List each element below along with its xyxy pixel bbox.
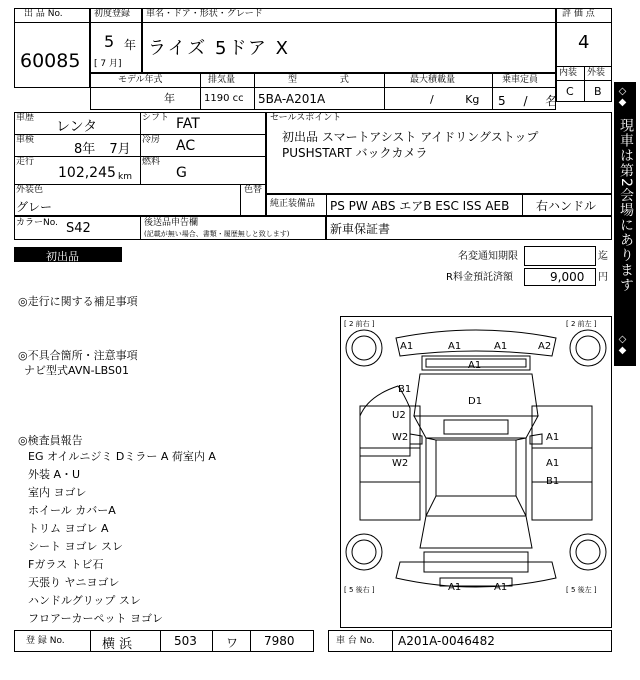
- first-reg-year: 5: [104, 32, 115, 51]
- damage-mark: A1: [494, 341, 508, 352]
- exterior-color: グレー: [16, 200, 53, 214]
- car-name: ライズ 5ドア X: [148, 38, 290, 59]
- interior-grade: C: [566, 85, 574, 98]
- damage-mark: U2: [392, 410, 406, 421]
- displacement: 1190 cc: [204, 93, 244, 104]
- lot-label: 出 品 No.: [24, 9, 63, 19]
- damage-mark: W2: [392, 432, 409, 443]
- sales-point-line1: 初出品 スマートアシスト アイドリングストップ: [282, 130, 539, 144]
- shift-type: FAT: [176, 116, 200, 132]
- vehicle-history: レンタ: [56, 119, 98, 135]
- color-number: S42: [66, 221, 91, 236]
- damage-mark: A2: [538, 341, 552, 352]
- inspector-line: フロアーカーペット ヨゴレ: [28, 612, 163, 625]
- reg-number: 503: [174, 634, 197, 648]
- inspector-line: トリム ヨゴレ A: [28, 522, 109, 535]
- inspector-line: シート ヨゴレ スレ: [28, 540, 123, 553]
- steering-side: 右ハンドル: [536, 199, 597, 213]
- chassis-number: A201A-0046482: [398, 634, 495, 648]
- inspector-line: Fガラス トビ石: [28, 558, 104, 571]
- inspection-date: 8年 7月: [74, 142, 131, 157]
- damage-mark: W2: [392, 458, 409, 469]
- damage-mark: A1: [546, 432, 560, 443]
- defects-line: ナビ型式AVN-LBS01: [24, 364, 130, 377]
- damage-mark: A1: [468, 360, 482, 371]
- exterior-grade: B: [594, 85, 602, 98]
- diagram-corner-rear-right: [ 5 後右 ]: [344, 586, 375, 594]
- inspector-title: ◎検査員報告: [18, 434, 83, 447]
- damage-mark: B1: [398, 384, 412, 395]
- sales-point-line2: PUSHSTART バックカメラ: [282, 146, 428, 160]
- inspector-line: ハンドルグリップ スレ: [28, 594, 141, 607]
- lot-number: 60085: [20, 50, 81, 72]
- tire-front-left: [570, 330, 606, 366]
- model-type: 5BA-A201A: [258, 92, 326, 106]
- diagram-corner-rear-left: [ 5 後左 ]: [566, 586, 597, 594]
- inspector-line: EG オイルニジミ Dミラー A 荷室内 A: [28, 450, 216, 463]
- diagram-corner-front-left: [ 2 前左 ]: [566, 320, 597, 328]
- driving-remarks-title: ◎走行に関する補足事項: [18, 295, 138, 308]
- lot-box: [14, 8, 90, 88]
- recycle-fee: 9,000: [550, 270, 585, 284]
- reg-city: 横 浜: [102, 637, 133, 652]
- equipment-list: PS PW ABS エアB ESC ISS AEB: [330, 199, 510, 213]
- car-name-label: 車名・ドア・形状・グレード: [146, 9, 263, 19]
- first-reg-month: [ 7 月]: [94, 59, 122, 69]
- mileage: 102,245: [58, 165, 116, 181]
- fuel-type: G: [176, 165, 187, 181]
- inspector-line: 室内 ヨゴレ: [28, 486, 87, 499]
- defects-title: ◎不具合箇所・注意事項: [18, 349, 138, 362]
- damage-mark: B1: [546, 476, 560, 487]
- damage-mark: A1: [546, 458, 560, 469]
- venue-notice: 現車は第2会場にあります: [618, 118, 634, 293]
- damage-mark: D1: [468, 396, 483, 407]
- damage-mark: A1: [448, 582, 462, 593]
- inspector-line: 天張り ヤニヨゴレ: [28, 576, 120, 589]
- diagram-corner-front-right: [ 2 前右 ]: [344, 320, 375, 328]
- reg-plate: 7980: [264, 634, 295, 648]
- damage-mark: A1: [400, 341, 414, 352]
- inspector-line: 外装 A・U: [28, 468, 81, 481]
- tire-front-right: [346, 330, 382, 366]
- capacity: 5 / 名: [498, 94, 558, 108]
- tire-rear-left: [570, 534, 606, 570]
- inspector-line: ホイール カバーA: [28, 504, 116, 517]
- tire-rear-right: [346, 534, 382, 570]
- damage-mark: A1: [448, 341, 462, 352]
- warranty: 新車保証書: [330, 222, 391, 236]
- score: 4: [578, 32, 590, 53]
- reg-kana: ワ: [226, 636, 239, 650]
- first-reg-label: 初度登録: [94, 9, 131, 19]
- damage-mark: A1: [494, 582, 508, 593]
- ac-type: AC: [176, 138, 196, 154]
